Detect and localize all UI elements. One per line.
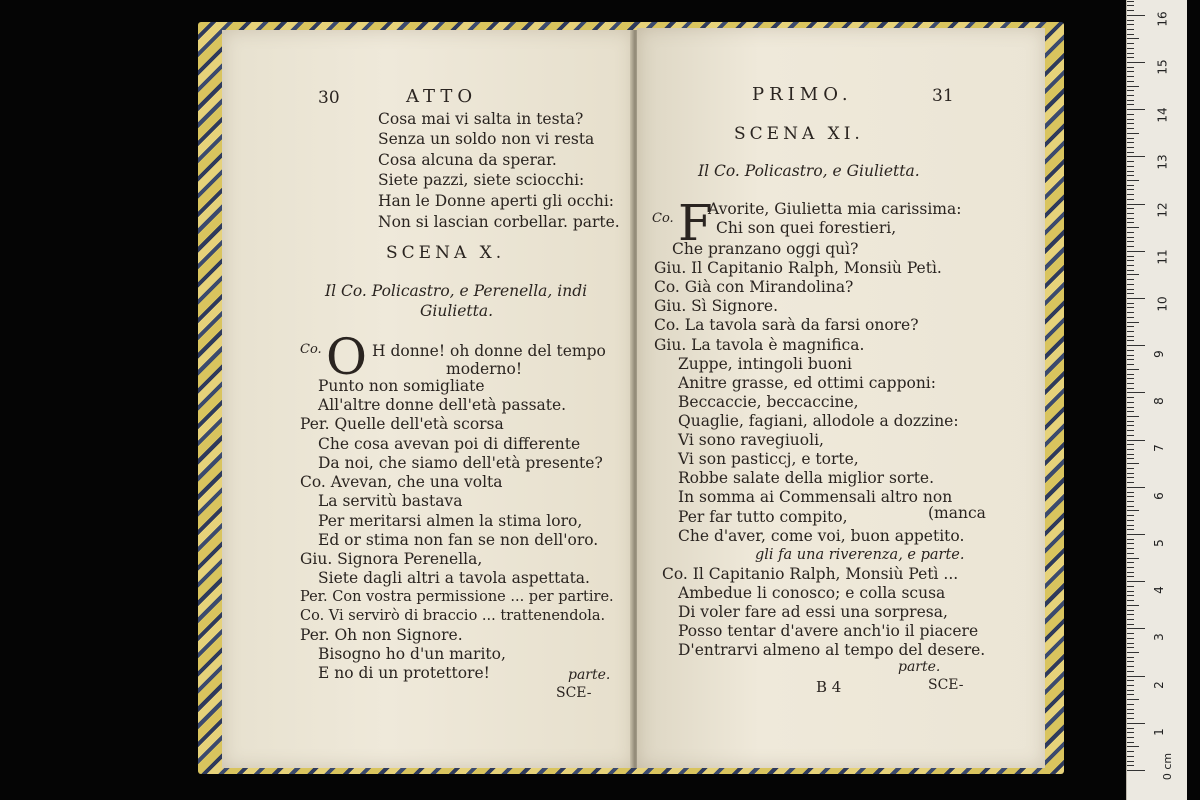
ruler-tick xyxy=(1127,222,1134,223)
scene-cast: Il Co. Policastro, e Giulietta. xyxy=(698,162,920,180)
scene-cast: Il Co. Policastro, e Perenella, indi xyxy=(325,282,588,300)
text-line: Giu. Sì Signore. xyxy=(654,297,778,315)
ruler-tick xyxy=(1127,454,1134,455)
ruler-tick xyxy=(1127,166,1134,167)
ruler-tick xyxy=(1127,610,1134,611)
ruler-tick xyxy=(1127,29,1134,30)
ruler-tick xyxy=(1127,307,1134,308)
ruler-tick xyxy=(1127,694,1134,695)
ruler-tick xyxy=(1127,62,1145,63)
ruler-tick xyxy=(1127,156,1145,157)
text-line: Per. Quelle dell'età scorsa xyxy=(300,415,504,433)
ruler-tick xyxy=(1127,492,1134,493)
ruler-tick xyxy=(1127,633,1134,634)
ruler-tick xyxy=(1127,510,1139,511)
ruler-tick xyxy=(1127,709,1134,710)
ruler-tick xyxy=(1127,76,1134,77)
ruler-number: 7 xyxy=(1151,444,1166,452)
ruler-number: 6 xyxy=(1151,492,1166,500)
text-line: E no di un protettore! xyxy=(318,664,490,682)
text-line: Per meritarsi almen la stima loro, xyxy=(318,512,583,530)
ruler-tick xyxy=(1127,48,1134,49)
ruler-tick xyxy=(1127,189,1134,190)
ruler-tick xyxy=(1127,600,1134,601)
ruler-tick xyxy=(1127,586,1134,587)
ruler-tick xyxy=(1127,53,1134,54)
ruler-tick xyxy=(1127,38,1139,39)
stage-direction: gli fa una riverenza, e parte. xyxy=(755,547,965,563)
ruler-tick xyxy=(1127,123,1134,124)
ruler-tick xyxy=(1127,468,1134,469)
ruler-tick xyxy=(1127,322,1139,323)
speaker-label: Co. xyxy=(652,211,674,226)
ruler-tick xyxy=(1127,336,1134,337)
text-line: Siete dagli altri a tavola aspettata. xyxy=(318,569,590,587)
ruler-tick xyxy=(1127,581,1145,582)
ruler-tick xyxy=(1127,67,1134,68)
ruler-tick xyxy=(1127,770,1145,771)
ruler-tick xyxy=(1127,147,1134,148)
ruler-tick xyxy=(1127,680,1134,681)
ruler-tick xyxy=(1127,690,1134,691)
ruler-tick xyxy=(1127,591,1134,592)
scene-title: SCENA XI. xyxy=(734,124,864,144)
ruler-number: 10 xyxy=(1155,296,1170,312)
ruler-tick xyxy=(1127,279,1134,280)
ruler-tick xyxy=(1127,298,1145,299)
ruler-tick xyxy=(1127,5,1134,6)
ruler-tick xyxy=(1127,369,1139,370)
ruler-tick xyxy=(1127,246,1134,247)
text-line: Siete pazzi, siete sciocchi: xyxy=(378,171,585,189)
text-line: Chi son quei forestieri, xyxy=(716,219,897,237)
ruler-tick xyxy=(1127,1,1134,2)
ruler-tick xyxy=(1127,142,1134,143)
ruler-tick xyxy=(1127,704,1134,705)
ruler-tick xyxy=(1127,421,1134,422)
ruler-tick xyxy=(1127,558,1139,559)
ruler-tick xyxy=(1127,265,1134,266)
ruler-tick xyxy=(1127,256,1134,257)
text-line: Per. Con vostra permissione ... per partire. xyxy=(300,589,614,605)
ruler-tick xyxy=(1127,71,1134,72)
ruler-tick xyxy=(1127,614,1134,615)
ruler-tick xyxy=(1127,90,1134,91)
ruler-tick xyxy=(1127,43,1134,44)
text-line: Anitre grasse, ed ottimi capponi: xyxy=(678,374,936,392)
text-line: Di voler fare ad essi una sorpresa, xyxy=(678,603,948,621)
ruler-tick xyxy=(1127,57,1134,58)
text-line: Bisogno ho d'un marito, xyxy=(318,645,506,663)
ruler-number: 8 xyxy=(1151,397,1166,405)
ruler-tick xyxy=(1127,34,1134,35)
signature-mark: B 4 xyxy=(816,678,842,696)
text-line: All'altre donne dell'età passate. xyxy=(318,396,567,414)
ruler-tick xyxy=(1127,515,1134,516)
ruler-tick xyxy=(1127,638,1134,639)
text-line: Co. Il Capitanio Ralph, Monsiù Petì ... xyxy=(662,565,959,583)
ruler-tick xyxy=(1127,619,1134,620)
ruler-tick xyxy=(1127,553,1134,554)
ruler-tick xyxy=(1127,114,1134,115)
catchword: SCE- xyxy=(928,677,964,693)
text-line: Cosa mai vi salta in testa? xyxy=(378,110,584,128)
ruler-tick xyxy=(1127,751,1134,752)
ruler-tick xyxy=(1127,765,1134,766)
ruler-tick xyxy=(1127,407,1134,408)
ruler-tick xyxy=(1127,100,1134,101)
ruler-number: 12 xyxy=(1155,202,1170,218)
text-line: Ed or stima non fan se non dell'oro. xyxy=(318,531,599,549)
ruler-tick xyxy=(1127,496,1134,497)
ruler-tick xyxy=(1127,133,1139,134)
ruler-tick xyxy=(1127,152,1134,153)
drop-cap: O xyxy=(326,328,367,386)
ruler-tick xyxy=(1127,359,1134,360)
ruler-tick xyxy=(1127,95,1134,96)
ruler-number: 13 xyxy=(1155,154,1170,170)
ruler-tick xyxy=(1127,685,1134,686)
ruler-number: 2 xyxy=(1151,681,1166,689)
ruler-tick xyxy=(1127,473,1134,474)
exit-note: parte. xyxy=(568,667,611,683)
ruler-tick xyxy=(1127,251,1145,252)
ruler-tick xyxy=(1127,194,1134,195)
ruler-tick xyxy=(1127,213,1134,214)
ruler-tick xyxy=(1127,397,1134,398)
text-line: Per. Oh non Signore. xyxy=(300,626,463,644)
ruler-tick xyxy=(1127,543,1134,544)
ruler-tick xyxy=(1127,185,1134,186)
text-line: Che pranzano oggi quì? xyxy=(672,240,859,258)
ruler-tick xyxy=(1127,15,1145,16)
ruler-tick xyxy=(1127,647,1134,648)
ruler-tick xyxy=(1127,572,1134,573)
ruler-tick xyxy=(1127,303,1134,304)
ruler-number: 3 xyxy=(1151,633,1166,641)
ruler-tick xyxy=(1127,119,1134,120)
ruler-tick xyxy=(1127,204,1145,205)
ruler-tick xyxy=(1127,326,1134,327)
text-line: Punto non somigliate xyxy=(318,377,485,395)
text-line: Che d'aver, come voi, buon appetito. xyxy=(678,527,965,545)
text-line: D'entrarvi almeno al tempo del desere. xyxy=(678,641,986,659)
ruler-tick xyxy=(1127,402,1134,403)
ruler-tick xyxy=(1127,425,1134,426)
ruler-tick xyxy=(1127,289,1134,290)
exit-note: parte. xyxy=(898,659,941,675)
text-line: Ambedue li conosco; e colla scusa xyxy=(678,584,946,602)
ruler-tick xyxy=(1127,237,1134,238)
ruler-tick xyxy=(1127,24,1134,25)
text-line: Co. Avevan, che una volta xyxy=(300,473,503,491)
ruler-tick xyxy=(1127,312,1134,313)
text-line: moderno! xyxy=(446,360,523,378)
ruler-tick xyxy=(1127,435,1134,436)
text-line: Non si lascian corbellar. parte. xyxy=(378,213,620,231)
text-line: Da noi, che siamo dell'età presente? xyxy=(318,454,603,472)
ruler-number: 9 xyxy=(1151,350,1166,358)
scene-title: SCENA X. xyxy=(386,243,506,263)
ruler-tick xyxy=(1127,180,1139,181)
text-line: Zuppe, intingoli buoni xyxy=(678,355,853,373)
ruler-tick xyxy=(1127,10,1134,11)
ruler-tick xyxy=(1127,742,1134,743)
ruler-tick xyxy=(1127,208,1134,209)
text-line: Giu. Signora Perenella, xyxy=(300,550,483,568)
text-line: Vi son pasticcj, e torte, xyxy=(678,450,859,468)
ruler-tick xyxy=(1127,138,1134,139)
ruler-tick xyxy=(1127,331,1134,332)
text-line: Co. La tavola sarà da farsi onore? xyxy=(654,316,919,334)
ruler-tick xyxy=(1127,227,1139,228)
ruler-tick xyxy=(1127,364,1134,365)
ruler-tick xyxy=(1127,430,1134,431)
ruler-number: 15 xyxy=(1155,59,1170,75)
text-line: Per far tutto compito, xyxy=(678,508,848,526)
ruler-tick xyxy=(1127,350,1134,351)
ruler-tick xyxy=(1127,388,1134,389)
ruler-tick xyxy=(1127,624,1134,625)
ruler-tick xyxy=(1127,86,1139,87)
ruler-number: 16 xyxy=(1155,11,1170,27)
ruler-tick xyxy=(1127,411,1134,412)
ruler-tick xyxy=(1127,737,1134,738)
text-line: Beccaccie, beccaccine, xyxy=(678,393,859,411)
ruler-tick xyxy=(1127,501,1134,502)
ruler-tick xyxy=(1127,539,1134,540)
ruler-tick xyxy=(1127,699,1139,700)
ruler-tick xyxy=(1127,661,1134,662)
text-line: Giu. Il Capitanio Ralph, Monsiù Petì. xyxy=(654,259,942,277)
ruler-tick xyxy=(1127,562,1134,563)
ruler-tick xyxy=(1127,529,1134,530)
ruler-tick xyxy=(1127,732,1134,733)
right-running-head: PRIMO. xyxy=(752,84,853,105)
ruler-tick xyxy=(1127,628,1145,629)
ruler-tick xyxy=(1127,416,1139,417)
scene-cast: Giulietta. xyxy=(420,302,494,320)
ruler-tick xyxy=(1127,449,1134,450)
ruler-tick xyxy=(1127,284,1134,285)
text-line: Che cosa avevan poi di differente xyxy=(318,435,581,453)
ruler-tick xyxy=(1127,487,1145,488)
ruler-number: 4 xyxy=(1151,586,1166,594)
ruler-tick xyxy=(1127,175,1134,176)
ruler-tick xyxy=(1127,355,1134,356)
drop-cap: F xyxy=(678,194,713,252)
text-line: H donne! oh donne del tempo xyxy=(372,342,606,360)
ruler-tick xyxy=(1127,463,1139,464)
catchword: SCE- xyxy=(556,685,592,701)
ruler-number: 14 xyxy=(1155,107,1170,123)
ruler-tick xyxy=(1127,260,1134,261)
left-page-number: 30 xyxy=(318,88,340,108)
ruler-tick xyxy=(1127,567,1134,568)
ruler-tick xyxy=(1127,548,1134,549)
measuring-ruler xyxy=(1126,0,1187,800)
ruler-tick xyxy=(1127,756,1134,757)
ruler-tick xyxy=(1127,713,1134,714)
ruler-tick xyxy=(1127,345,1145,346)
left-running-head: ATTO xyxy=(406,86,478,107)
text-line: Co. Già con Mirandolina? xyxy=(654,278,854,296)
ruler-tick xyxy=(1127,671,1134,672)
ruler-tick xyxy=(1127,576,1134,577)
text-line: Cosa alcuna da sperar. xyxy=(378,151,557,169)
ruler-tick xyxy=(1127,392,1145,393)
ruler-tick xyxy=(1127,199,1134,200)
ruler-tick xyxy=(1127,482,1134,483)
ruler-number: 5 xyxy=(1151,539,1166,547)
ruler-tick xyxy=(1127,293,1134,294)
text-line: Avorite, Giulietta mia carissima: xyxy=(708,200,962,218)
ruler-tick xyxy=(1127,657,1134,658)
text-line: Vi sono ravegiuoli, xyxy=(678,431,824,449)
right-page-number: 31 xyxy=(932,86,954,106)
ruler-tick xyxy=(1127,444,1134,445)
ruler-tick xyxy=(1127,104,1134,105)
text-line: Giu. La tavola è magnifica. xyxy=(654,336,865,354)
ruler-tick xyxy=(1127,643,1134,644)
text-line: Quaglie, fagiani, allodole a dozzine: xyxy=(678,412,959,430)
ruler-tick xyxy=(1127,218,1134,219)
ruler-tick xyxy=(1127,20,1134,21)
ruler-tick xyxy=(1127,171,1134,172)
ruler-tick xyxy=(1127,128,1134,129)
ruler-tick xyxy=(1127,676,1145,677)
ruler-tick xyxy=(1127,477,1134,478)
ruler-tick xyxy=(1127,161,1134,162)
ruler-tick xyxy=(1127,595,1134,596)
text-line: Han le Donne aperti gli occhi: xyxy=(378,192,615,210)
ruler-tick xyxy=(1127,270,1134,271)
ruler-tick xyxy=(1127,728,1134,729)
text-line: Posso tentar d'avere anch'io il piacere xyxy=(678,622,979,640)
ruler-tick xyxy=(1127,317,1134,318)
ruler-tick xyxy=(1127,718,1134,719)
ruler-unit-label: 0 cm xyxy=(1161,752,1175,781)
ruler-tick xyxy=(1127,534,1145,535)
text-line: Senza un soldo non vi resta xyxy=(378,130,595,148)
ruler-tick xyxy=(1127,340,1134,341)
ruler-tick xyxy=(1127,666,1134,667)
ruler-tick xyxy=(1127,506,1134,507)
ruler-tick xyxy=(1127,761,1134,762)
text-line: Robbe salate della miglior sorte. xyxy=(678,469,935,487)
text-line: In somma ai Commensali altro non xyxy=(678,488,953,506)
ruler-tick xyxy=(1127,458,1134,459)
ruler-tick xyxy=(1127,378,1134,379)
ruler-number: 1 xyxy=(1151,728,1166,736)
text-line: La servitù bastava xyxy=(318,492,463,510)
turnover-text: (manca xyxy=(928,504,986,522)
ruler-tick xyxy=(1127,723,1145,724)
ruler-tick xyxy=(1127,440,1145,441)
speaker-label: Co. xyxy=(300,342,322,357)
text-line: Co. Vi servirò di braccio ... trattenendola. xyxy=(300,608,606,624)
ruler-tick xyxy=(1127,109,1145,110)
ruler-tick xyxy=(1127,232,1134,233)
ruler-tick xyxy=(1127,374,1134,375)
ruler-tick xyxy=(1127,241,1134,242)
ruler-number: 11 xyxy=(1155,249,1170,265)
ruler-tick xyxy=(1127,520,1134,521)
ruler-tick xyxy=(1127,81,1134,82)
ruler-tick xyxy=(1127,383,1134,384)
ruler-tick xyxy=(1127,746,1139,747)
ruler-tick xyxy=(1127,605,1139,606)
ruler-tick xyxy=(1127,274,1139,275)
ruler-tick xyxy=(1127,525,1134,526)
ruler-tick xyxy=(1127,652,1139,653)
